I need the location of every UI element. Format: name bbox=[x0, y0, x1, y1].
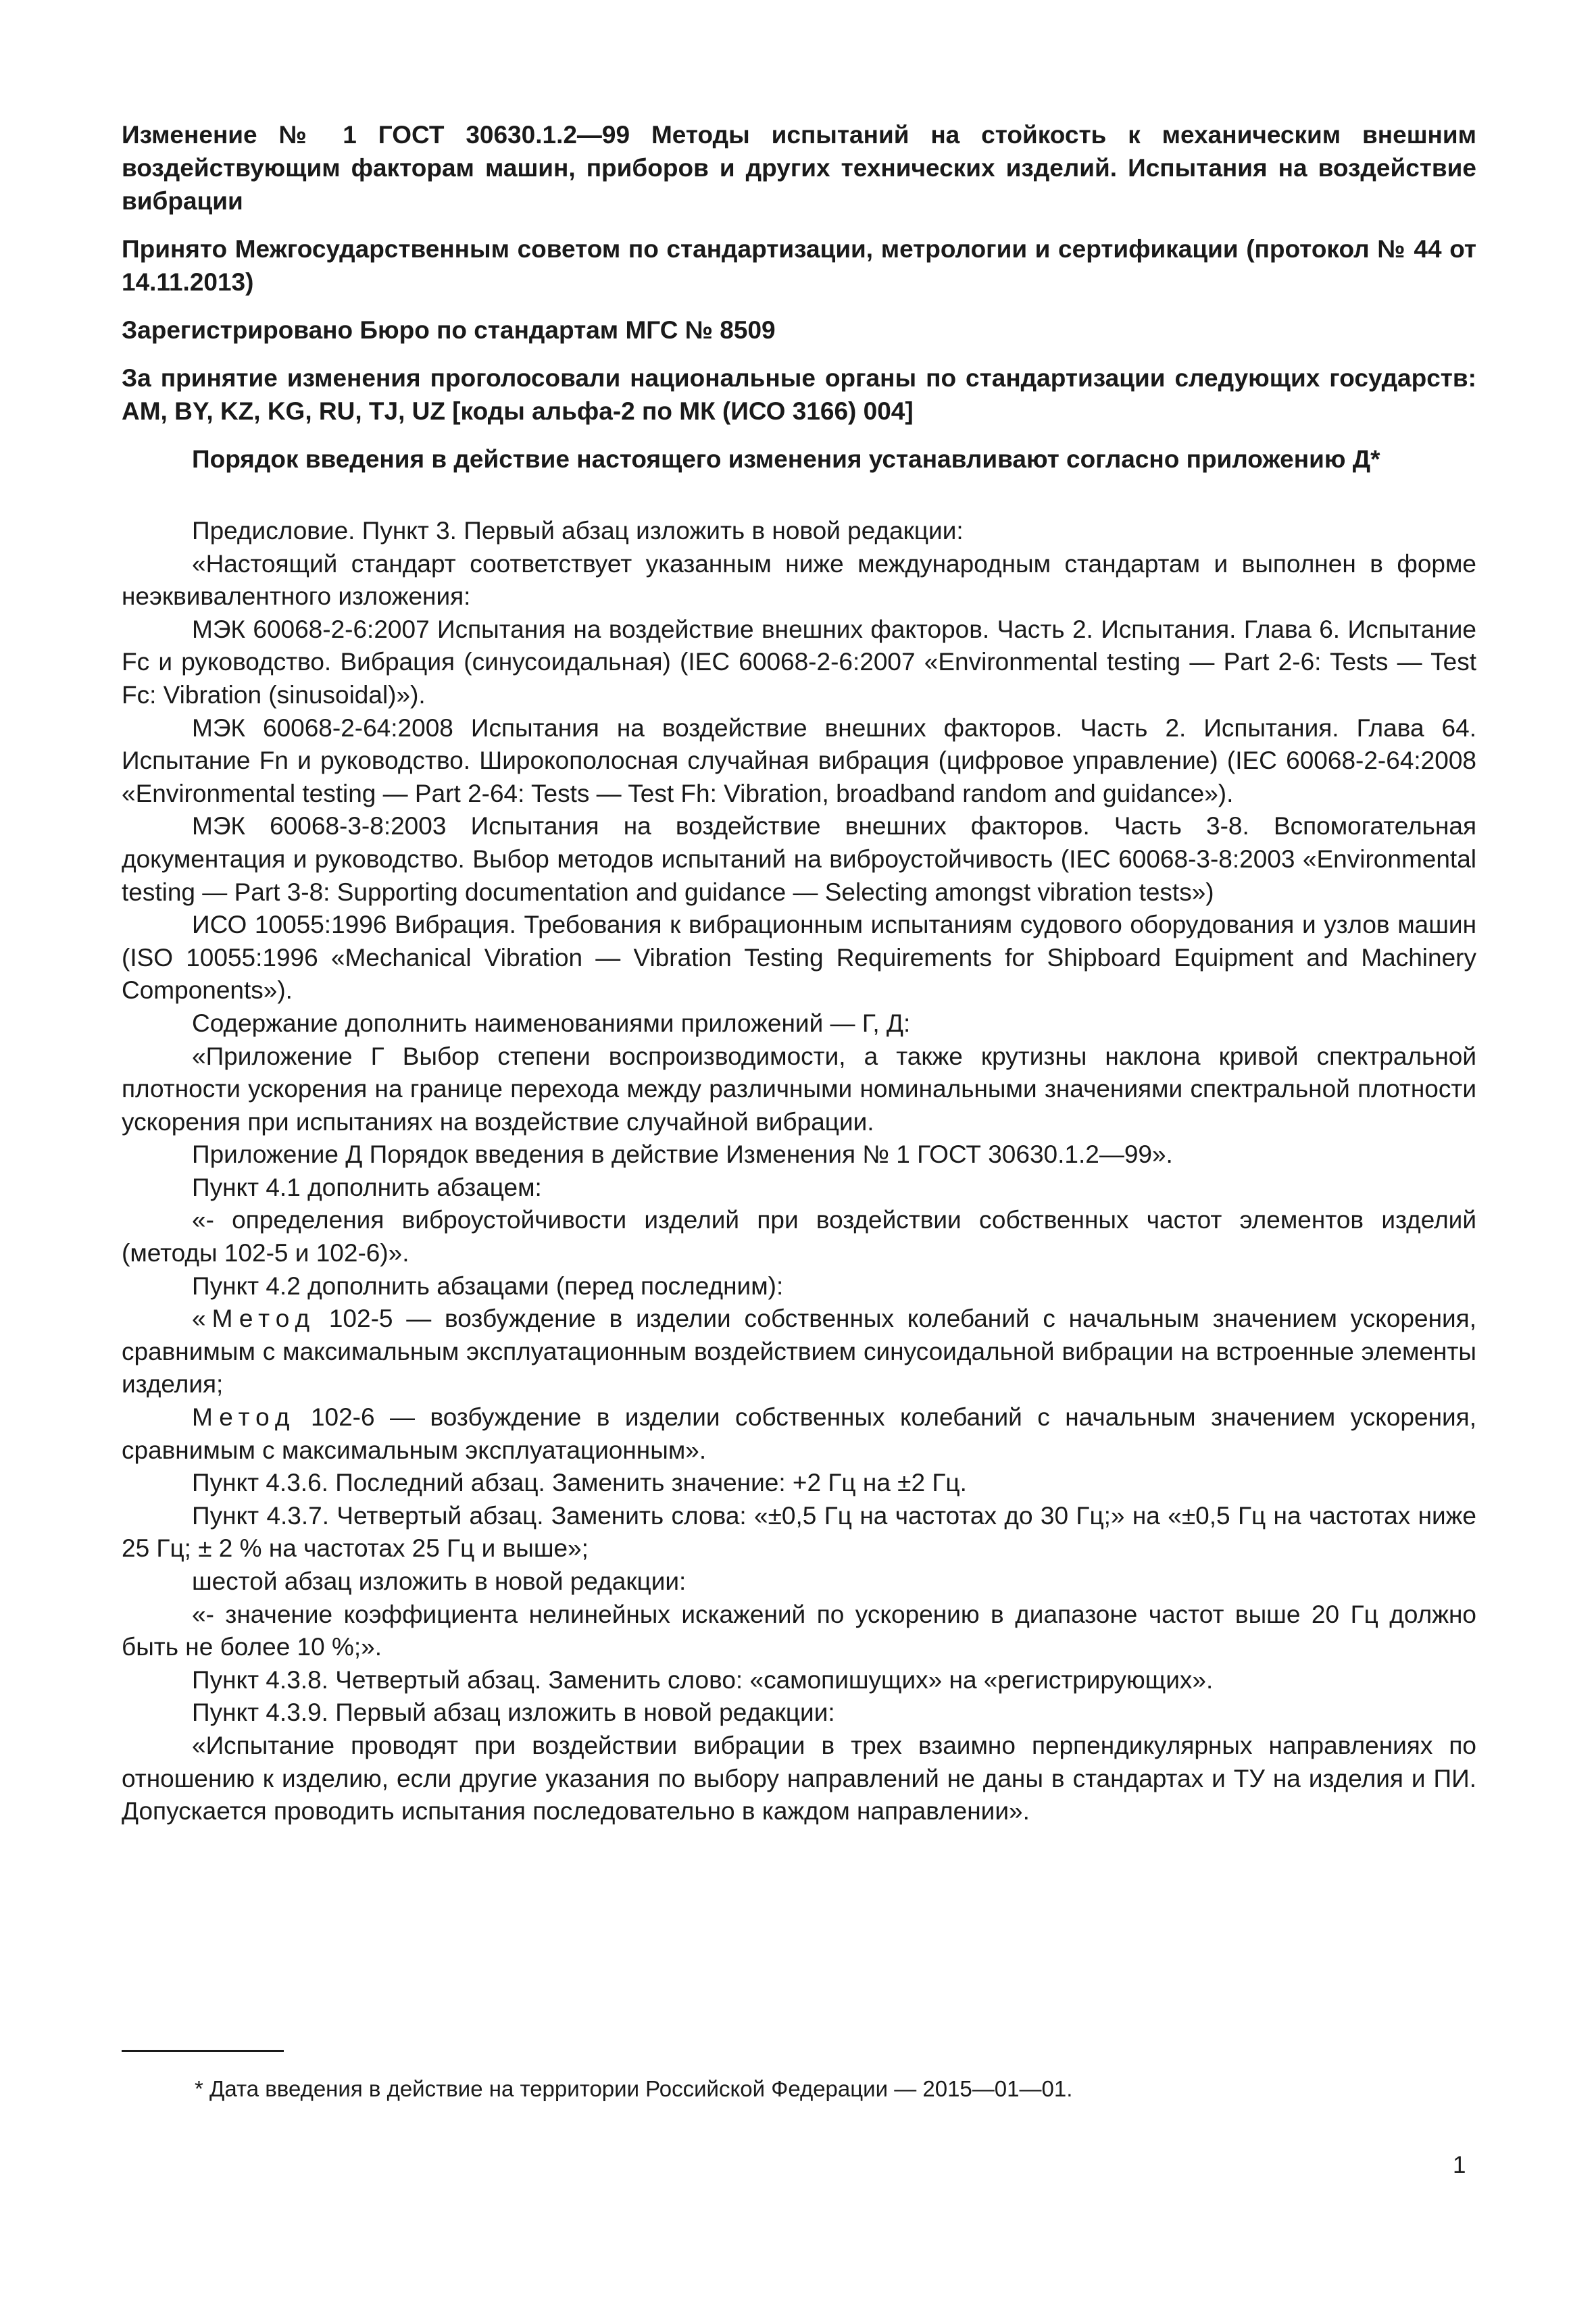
document-body bbox=[122, 515, 1476, 1828]
paragraph-method-102-6 bbox=[122, 1401, 1476, 1467]
paragraph-text: 102-5 — возбуждение в изделии собственных колебаний с начальным значением ускорения, сравнимым с максимальным эксплуатационным воздействием синусоидальной вибрации на встроенные элементы изделия; bbox=[122, 1305, 1476, 1399]
voting-note: За принятие изменения проголосовали национальные органы по стандартизации следующих государств: AM, BY, KZ, KG, RU, TJ, UZ [коды альфа-2 по МК (ИСО 3166) 004] bbox=[122, 364, 1476, 425]
paragraph: «Приложение Г Выбор степени воспроизводимости, а также крутизны наклона кривой спектральной плотности ускорения на границе перехода между различными номинальными значениями спектральной плотности ускорения при испытаниях на воздействие случайной вибрации. bbox=[122, 1042, 1476, 1136]
paragraph: «- определения виброустойчивости изделий при воздействии собственных частот элементов изделий (методы 102-5 и 102-6)». bbox=[122, 1206, 1476, 1267]
paragraph-method-102-5 bbox=[122, 1303, 1476, 1401]
paragraph: Пункт 4.3.6. Последний абзац. Заменить значение: +2 Гц на ±2 Гц. bbox=[192, 1469, 967, 1497]
paragraph: «Испытание проводят при воздействии вибрации в трех взаимно перпендикулярных направлениях по отношению к изделию, если другие указания по выбору направлений не даны в стандартах и ТУ на изделия и ПИ. Допускается проводить испытания последовательно в каждом направлении». bbox=[122, 1731, 1476, 1826]
enactment-note: Порядок введения в действие настоящего изменения устанавливают согласно приложению Д* bbox=[192, 445, 1380, 473]
footnote-divider bbox=[122, 2050, 284, 2052]
paragraph: «Настоящий стандарт соответствует указанным ниже международным стандартам и выполнен в форме неэквивалентного изложения: bbox=[122, 549, 1476, 611]
page-number: 1 bbox=[1453, 2152, 1466, 2178]
paragraph: Содержание дополнить наименованиями приложений — Г, Д: bbox=[192, 1009, 911, 1037]
paragraph: Пункт 4.3.7. Четвертый абзац. Заменить слова: «±0,5 Гц на частотах до 30 Гц;» на «±0,5 Гц на частотах ниже 25 Гц; ± 2 % на частотах 25 Гц и выше»; bbox=[122, 1501, 1476, 1563]
paragraph: Приложение Д Порядок введения в действие Изменения № 1 ГОСТ 30630.1.2—99». bbox=[192, 1140, 1173, 1169]
paragraph: «- значение коэффициента нелинейных искажений по ускорению в диапазоне частот выше 20 Гц должно быть не более 10 %;». bbox=[122, 1600, 1476, 1661]
amendment-title: Изменение № 1 ГОСТ 30630.1.2—99 Методы испытаний на стойкость к механическим внешним воздействующим факторам машин, приборов и других технических изделий. Испытания на воздействие вибрации bbox=[122, 121, 1476, 215]
paragraph: Пункт 4.2 дополнить абзацами (перед последним): bbox=[192, 1272, 784, 1300]
paragraph-text: 102-6 — возбуждение в изделии собственных колебаний с начальным значением ускорения, сравнимым с максимальным эксплуатационным». bbox=[122, 1403, 1476, 1464]
paragraph: Пункт 4.3.8. Четвертый абзац. Заменить слово: «самопишущих» на «регистрирующих». bbox=[192, 1665, 1214, 1694]
spaced-word: «Метод bbox=[192, 1305, 316, 1333]
document-page bbox=[122, 118, 1476, 1828]
spaced-word: Метод bbox=[192, 1403, 296, 1432]
paragraph: ИСО 10055:1996 Вибрация. Требования к вибрационным испытаниям судового оборудования и узлов машин (ISO 10055:1996 «Mechanical Vibration — Vibration Testing Requirements for Shipboard Equipment and Machinery Components»). bbox=[122, 911, 1476, 1005]
paragraph: МЭК 60068-2-64:2008 Испытания на воздействие внешних факторов. Часть 2. Испытания. Глава 64. Испытание Fn и руководство. Широкополосная случайная вибрация (цифровое управление) (IEC 60068-2-64:2008 «Environmental testing — Part 2-64: Tests — Test Fh: Vibration, broadband random and guidance»). bbox=[122, 713, 1476, 807]
paragraph: Пункт 4.3.9. Первый абзац изложить в новой редакции: bbox=[192, 1699, 835, 1727]
paragraph: Предисловие. Пункт 3. Первый абзац изложить в новой редакции: bbox=[192, 517, 964, 545]
adoption-note: Принято Межгосударственным советом по стандартизации, метрологии и сертификации (протокол № 44 от 14.11.2013) bbox=[122, 235, 1476, 296]
paragraph: МЭК 60068-2-6:2007 Испытания на воздействие внешних факторов. Часть 2. Испытания. Глава 6. Испытание Fc и руководство. Вибрация (синусоидальная) (IEC 60068-2-6:2007 «Environmental testing — Part 2-6: Tests — Test Fc: Vibration (sinusoidal)»). bbox=[122, 615, 1476, 709]
registration-note: Зарегистрировано Бюро по стандартам МГС № 8509 bbox=[122, 316, 776, 344]
paragraph: МЭК 60068-3-8:2003 Испытания на воздействие внешних факторов. Часть 3-8. Вспомогательная документация и руководство. Выбор методов испытаний на виброустойчивость (IEC 60068-3-8:2003 «Environmental testing — Part 3-8: Supporting documentation and guidance — Selecting amongst vibration tests») bbox=[122, 812, 1476, 906]
footnote: * Дата введения в действие на территории Российской Федерации — 2015—01—01. bbox=[195, 2076, 1073, 2101]
paragraph: шестой абзац изложить в новой редакции: bbox=[192, 1567, 687, 1595]
paragraph: Пункт 4.1 дополнить абзацем: bbox=[192, 1173, 542, 1201]
